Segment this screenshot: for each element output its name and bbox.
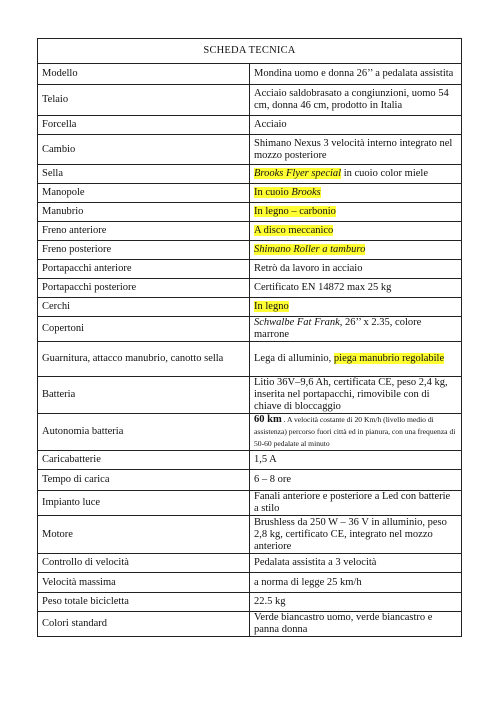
- value-text: Schwalbe Fat Frank: [254, 317, 340, 328]
- value-text: Brushless da 250 W – 36 V in alluminio, peso 2,8 kg, certificato CE, integrato nel mozzo anteriore: [254, 516, 447, 552]
- highlighted-text: Brooks Flyer special: [254, 168, 342, 179]
- highlighted-text: In legno – carbonio: [254, 206, 336, 217]
- spec-row: [38, 85, 462, 116]
- spec-row: [38, 184, 462, 203]
- spec-value: [250, 241, 462, 260]
- value-text: , 26’’ x 2.35, colore marrone: [254, 317, 422, 340]
- spec-value: [250, 184, 462, 203]
- spec-label: Autonomia batteria: [38, 414, 250, 451]
- spec-row: [38, 470, 462, 491]
- spec-row: [38, 116, 462, 135]
- value-text: Fanali anteriore e posteriore a Led con batterie a stilo: [254, 491, 451, 514]
- value-text: 6 – 8 ore: [254, 474, 292, 485]
- spec-row: [38, 554, 462, 573]
- sheet-title: SCHEDA TECNICA: [38, 39, 462, 64]
- value-text: Verde biancastro uomo, verde biancastro e panna donna: [254, 612, 433, 635]
- spec-value: [250, 612, 462, 637]
- spec-label: Copertoni: [38, 317, 250, 342]
- spec-label: Modello: [38, 64, 250, 85]
- spec-value: [250, 135, 462, 165]
- spec-row: [38, 135, 462, 165]
- value-text: a norma di legge 25 km/h: [254, 576, 362, 588]
- spec-value: [250, 222, 462, 241]
- spec-label: Freno anteriore: [38, 222, 250, 241]
- value-text: Certificato EN 14872 max 25 kg: [254, 282, 392, 293]
- spec-label: Forcella: [38, 116, 250, 135]
- value-text: 1,5 A: [254, 454, 277, 465]
- spec-value: [250, 414, 462, 451]
- spec-label: Sella: [38, 165, 250, 184]
- spec-label: Tempo di carica: [38, 470, 250, 491]
- spec-value: [250, 491, 462, 516]
- spec-row: [38, 612, 462, 637]
- spec-row: [38, 279, 462, 298]
- value-text: 22.5 kg: [254, 596, 286, 607]
- value-text: Lega di alluminio,: [254, 353, 334, 364]
- highlighted-text: In cuoio: [254, 187, 292, 198]
- spec-row: [38, 593, 462, 612]
- spec-value: [250, 573, 462, 593]
- spec-label: Manubrio: [38, 203, 250, 222]
- value-text: in cuoio color miele: [341, 168, 428, 179]
- spec-row: [38, 260, 462, 279]
- spec-value: [250, 165, 462, 184]
- spec-table: [37, 38, 462, 637]
- spec-row: [38, 516, 462, 554]
- highlighted-text: Brooks: [291, 187, 321, 198]
- value-text: Acciaio saldobrasato a congiunzioni, uomo 54 cm, donna 46 cm, prodotto in Italia: [254, 88, 449, 111]
- spec-label: Manopole: [38, 184, 250, 203]
- spec-value: [250, 260, 462, 279]
- value-text: Retrò da lavoro in acciaio: [254, 263, 363, 274]
- spec-label: Velocità massima: [38, 573, 250, 593]
- spec-row: [38, 241, 462, 260]
- value-text: Litio 36V–9,6 Ah, certificata CE, peso 2,4 kg, inserita nel portapacchi, rimovibile con di chiave di bloccaggio: [254, 377, 448, 412]
- spec-row: [38, 317, 462, 342]
- value-text: Mondina uomo e donna 26’’ a pedalata assistita: [254, 68, 454, 79]
- spec-row: [38, 298, 462, 317]
- highlighted-text: In legno: [254, 301, 289, 312]
- spec-value: [250, 279, 462, 298]
- spec-label: Motore: [38, 516, 250, 554]
- spec-label: Cerchi: [38, 298, 250, 317]
- value-text: 60 km: [254, 414, 282, 425]
- spec-row: [38, 64, 462, 85]
- spec-value: [250, 116, 462, 135]
- spec-label: Telaio: [38, 85, 250, 116]
- spec-row: [38, 222, 462, 241]
- spec-row: [38, 414, 462, 451]
- highlighted-text: A disco meccanico: [254, 225, 334, 236]
- spec-label: Guarnitura, attacco manubrio, canotto sella: [38, 342, 250, 377]
- spec-value: [250, 85, 462, 116]
- highlighted-text: piega manubrio regolabile: [333, 353, 445, 364]
- spec-row: [38, 573, 462, 593]
- spec-label: Peso totale bicicletta: [38, 593, 250, 612]
- spec-label: Impianto luce: [38, 491, 250, 516]
- spec-value: [250, 516, 462, 554]
- spec-label: Cambio: [38, 135, 250, 165]
- title-row: [38, 39, 462, 64]
- spec-label: Portapacchi anteriore: [38, 260, 250, 279]
- value-text: Pedalata assistita a 3 velocità: [254, 557, 377, 568]
- spec-value: [250, 298, 462, 317]
- spec-label: Portapacchi posteriore: [38, 279, 250, 298]
- spec-value: [250, 203, 462, 222]
- spec-value: [250, 451, 462, 470]
- spec-label: Controllo di velocità: [38, 554, 250, 573]
- spec-row: [38, 203, 462, 222]
- spec-value: [250, 317, 462, 342]
- spec-label: Freno posteriore: [38, 241, 250, 260]
- spec-row: [38, 491, 462, 516]
- spec-row: [38, 377, 462, 414]
- spec-row: [38, 342, 462, 377]
- spec-value: [250, 342, 462, 377]
- value-text: Shimano Nexus 3 velocità interno integrato nel mozzo posteriore: [254, 137, 453, 161]
- highlighted-text: Shimano Roller a tamburo: [254, 244, 366, 255]
- spec-value: [250, 554, 462, 573]
- value-text: Acciaio: [254, 119, 287, 130]
- spec-label: Batteria: [38, 377, 250, 414]
- spec-value: [250, 593, 462, 612]
- spec-row: [38, 165, 462, 184]
- spec-value: [250, 64, 462, 85]
- spec-label: Caricabatterie: [38, 451, 250, 470]
- spec-row: [38, 451, 462, 470]
- spec-value: [250, 377, 462, 414]
- value-text: . A velocità costante di 20 Km/h (livello medio di assistenza) percorso fuori città ed in pianura, con una frequenza di 50-60 pedalate al minuto: [254, 415, 456, 448]
- spec-value: [250, 470, 462, 491]
- spec-label: Colori standard: [38, 612, 250, 637]
